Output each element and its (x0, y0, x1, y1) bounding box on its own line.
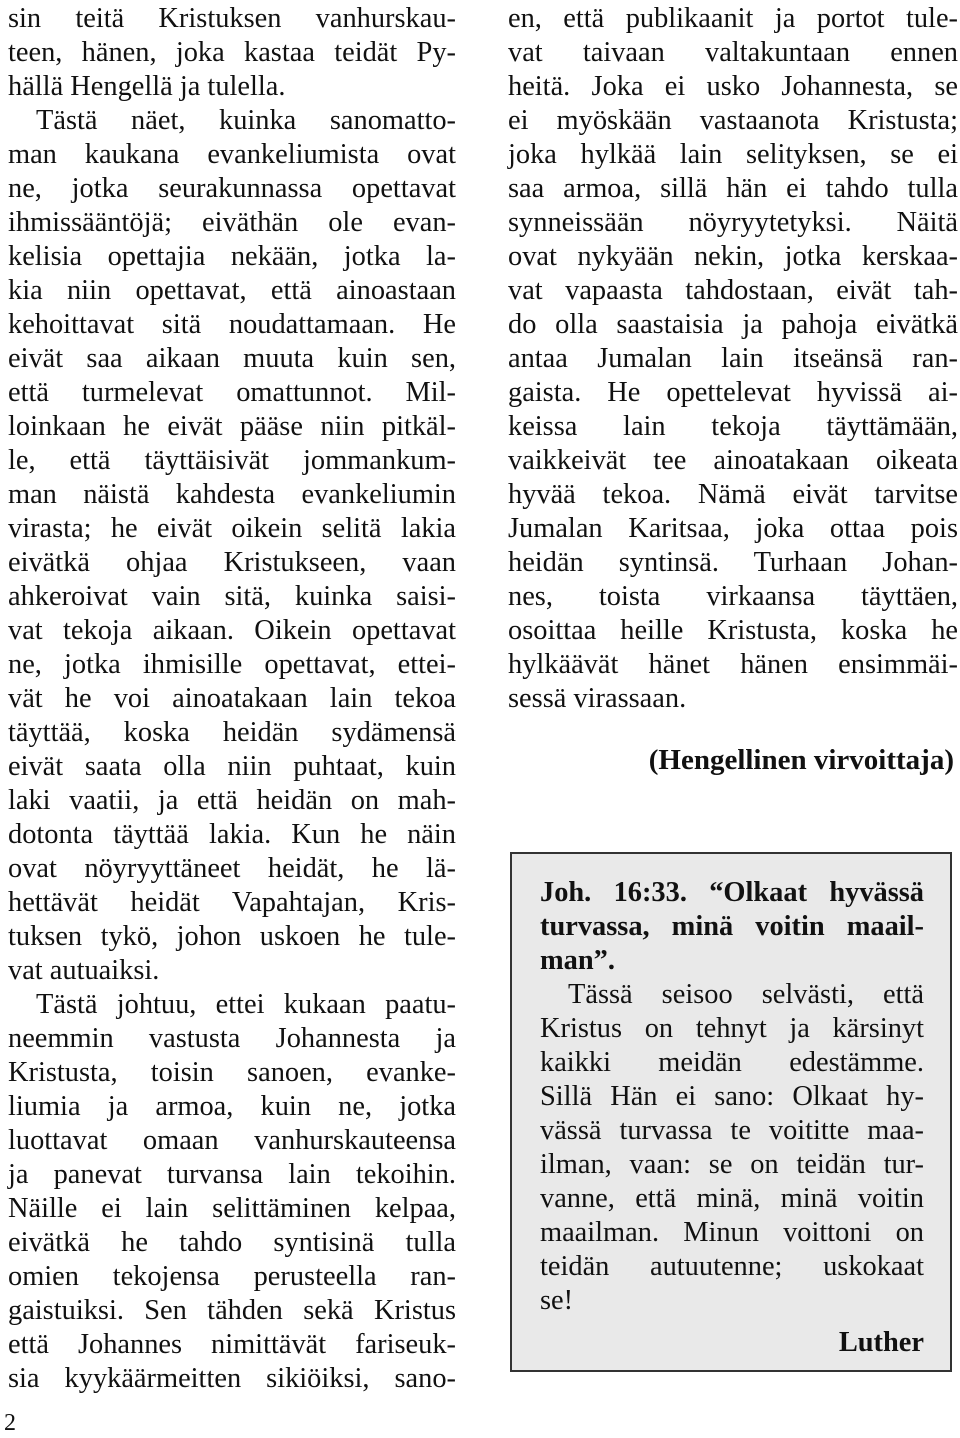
quote-body-line: kaikki meidän edestämme. (540, 1047, 924, 1078)
text-line: hyvää tekoa. Nämä eivät tarvitse (508, 479, 958, 510)
text-line: synneissään nöyryytetyksi. Näitä (508, 207, 958, 238)
text-line: eivät saa aikaan muuta kuin sen, (8, 343, 456, 374)
quote-box-content (540, 876, 924, 1360)
text-line: ja panevat turvansa lain tekoihin. (8, 1159, 456, 1190)
quote-body-line: se! (540, 1285, 574, 1316)
text-line: kia niin opettavat, että ainoastaan (8, 275, 456, 306)
text-line: liumia ja armoa, kuin ne, jotka (8, 1091, 456, 1122)
text-line: vaikkeivät tee ainoatakaan oikeata (508, 445, 958, 476)
text-line: en, että publikaanit ja portot tule- (508, 3, 958, 34)
text-line: man näistä kahdesta evankeliumin (8, 479, 456, 510)
quote-author: Luther (838, 1327, 924, 1358)
text-line: sin teitä Kristuksen vanhurskau- (8, 3, 456, 34)
text-line: joka hylkää lain selityksen, se ei (508, 139, 958, 170)
source-attribution: (Hengellinen virvoittaja) (648, 744, 954, 776)
text-line: tuksen tykö, johon uskoen he tule- (8, 921, 456, 952)
text-line: ne, jotka seurakunnassa opettavat (8, 173, 456, 204)
quote-body-line: vanne, että minä, minä voitin (540, 1183, 924, 1214)
text-line: hylkäävät hänet hänen ensimmäi- (508, 649, 958, 680)
text-line: Näille ei lain selittäminen kelpaa, (8, 1193, 456, 1224)
quote-body-line: Tässä seisoo selvästi, että (568, 979, 924, 1010)
text-line: luottavat omaan vanhurskauteensa (8, 1125, 456, 1156)
text-line: laki vaatii, ja että heidän on mah- (8, 785, 456, 816)
text-line: dotonta täyttää lakia. Kun he näin (8, 819, 456, 850)
text-line: vät he voi ainoatakaan lain tekoa (8, 683, 456, 714)
text-line: Tästä näet, kuinka sanomatto- (36, 105, 456, 136)
text-line: että turmelevat omattunnot. Mil- (8, 377, 456, 408)
text-line: osoittaa heille Kristusta, koska he (508, 615, 958, 646)
quote-heading-line: man”. (540, 945, 615, 976)
text-line: le, että täyttäisivät jommankum- (8, 445, 456, 476)
text-line: ahkeroivat vain sitä, kuinka saisi- (8, 581, 456, 612)
page-number: 2 (4, 1410, 16, 1436)
text-line: Tästä johtuu, ettei kukaan paatu- (36, 989, 456, 1020)
text-line: man kaukana evankeliumista ovat (8, 139, 456, 170)
text-line: loinkaan he eivät pääse niin pitkäl- (8, 411, 456, 442)
text-line: neemmin vastusta Johannesta ja (8, 1023, 456, 1054)
text-line: saa armoa, sillä hän ei tahdo tulla (508, 173, 958, 204)
text-line: keissa lain tekoja täyttämään, (508, 411, 958, 442)
text-line: ovat nöyryyttäneet heidät, he lä- (8, 853, 456, 884)
text-line: heidän syntinsä. Turhaan Johan- (508, 547, 958, 578)
left-text-column (8, 2, 456, 1396)
text-line: kehoittavat sitä noudattamaan. He (8, 309, 456, 340)
text-line: antaa Jumalan lain itseänsä ran- (508, 343, 958, 374)
text-line: vat tekoja aikaan. Oikein opettavat (8, 615, 456, 646)
text-line: hällä Hengellä ja tulella. (8, 71, 286, 102)
text-line: vat taivaan valtakuntaan ennen (508, 37, 958, 68)
text-line: hettävät heidät Vapahtajan, Kris- (8, 887, 456, 918)
text-line: nes, toista virkaansa täyttäen, (508, 581, 958, 612)
text-line: do olla saastaisia ja pahoja eivätkä (508, 309, 958, 340)
quote-body-line: Kristus on tehnyt ja kärsinyt (540, 1013, 924, 1044)
quote-body-line: ilman, vaan: se on teidän tur- (540, 1149, 924, 1180)
text-line: ne, jotka ihmisille opettavat, ettei- (8, 649, 456, 680)
text-line: ei myöskään vastaanota Kristusta; (508, 105, 958, 136)
text-line: ihmissääntöjä; eiväthän ole evan- (8, 207, 456, 238)
quote-heading-line: Joh. 16:33. “Olkaat hyvässä (540, 877, 924, 908)
text-line: kelisia opettajia nekään, jotka la- (8, 241, 456, 272)
text-line: Kristusta, toisin sanoen, evanke- (8, 1057, 456, 1088)
quote-body-line: vässä turvassa te voititte maa- (540, 1115, 924, 1146)
quote-body-line: teidän autuutenne; uskokaat (540, 1251, 924, 1282)
text-line: gaistuiksi. Sen tähden sekä Kristus (8, 1295, 456, 1326)
text-line: sia kyykäärmeitten sikiöiksi, sano- (8, 1363, 456, 1394)
right-text-column (508, 2, 958, 716)
quote-body-line: Sillä Hän ei sano: Olkaat hy- (540, 1081, 924, 1112)
text-line: Jumalan Karitsaa, joka ottaa pois (508, 513, 958, 544)
text-line: vat autuaiksi. (8, 955, 160, 986)
text-line: heitä. Joka ei usko Johannesta, se (508, 71, 958, 102)
text-line: täyttää, koska heidän sydämensä (8, 717, 456, 748)
text-line: omien tekojensa perusteella ran- (8, 1261, 456, 1292)
text-line: vat vapaasta tahdostaan, eivät tah- (508, 275, 958, 306)
text-line: että Johannes nimittävät fariseuk- (8, 1329, 456, 1360)
text-line: eivätkä ohjaa Kristukseen, vaan (8, 547, 456, 578)
text-line: eivät saata olla niin puhtaat, kuin (8, 751, 456, 782)
text-line: sessä virassaan. (508, 683, 687, 714)
text-line: virasta; he eivät oikein selitä lakia (8, 513, 456, 544)
text-line: eivätkä he tahdo syntisinä tulla (8, 1227, 456, 1258)
quote-body-line: maailman. Minun voittoni on (540, 1217, 924, 1248)
text-line: gaista. He opettelevat hyvissä ai- (508, 377, 958, 408)
text-line: teen, hänen, joka kastaa teidät Py- (8, 37, 456, 68)
quote-heading-line: turvassa, minä voitin maail- (540, 911, 924, 942)
quote-box (510, 852, 952, 1372)
text-line: ovat nykyään nekin, jotka kerskaa- (508, 241, 958, 272)
